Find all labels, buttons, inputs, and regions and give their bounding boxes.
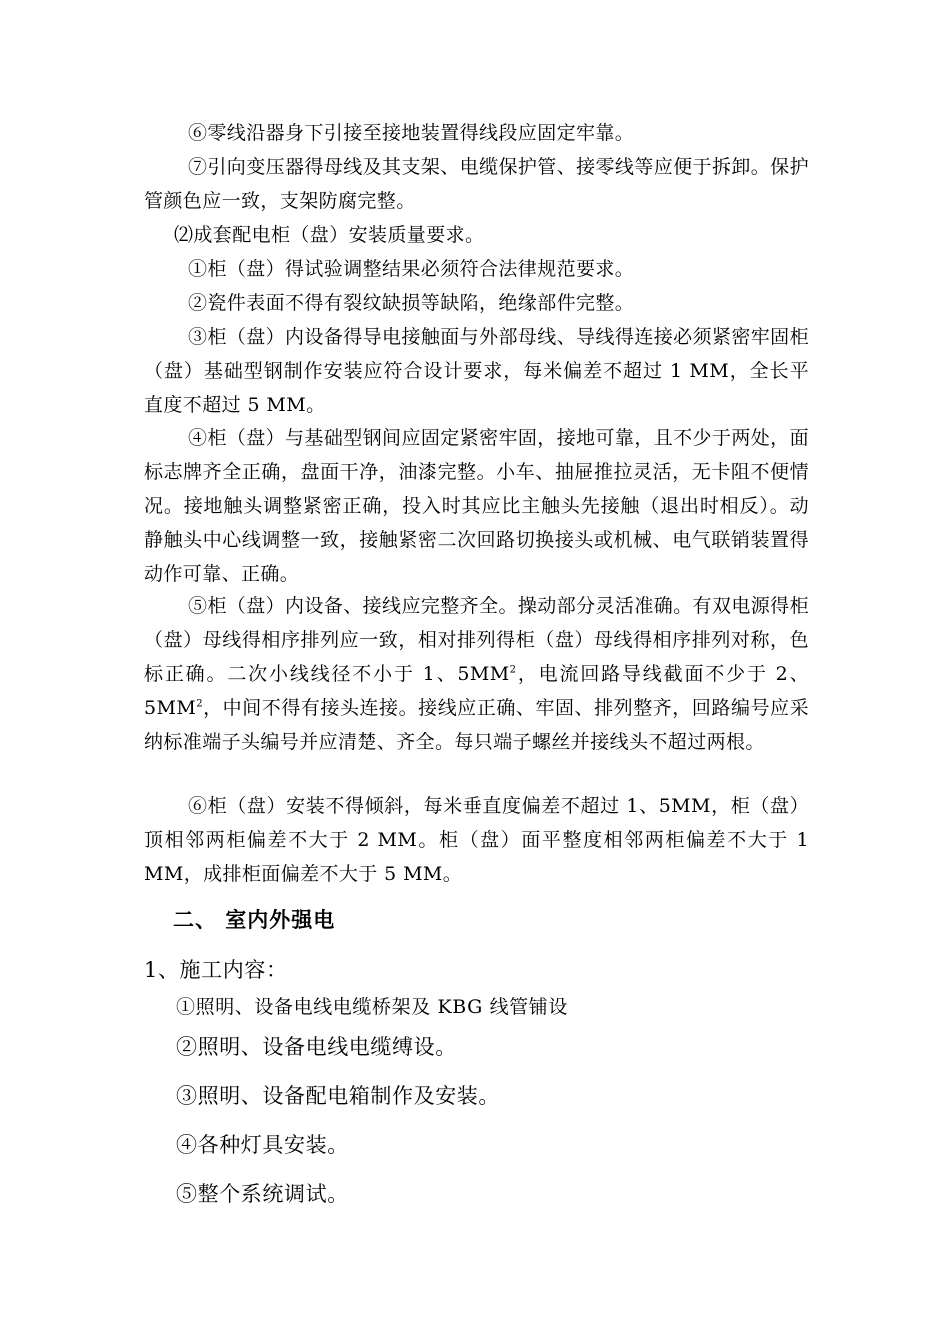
- paragraph-item-5-text-a: ⑤柜（盘）内设备、接线应完整齐全。操动部分灵活准确。有双电源得柜（盘）母线得相序排列应一致，相对排列得柜（盘）母线得相序排列对称，色标正确。二次小线线径不小于 1、5MM: [144, 595, 809, 685]
- list-item: ⑤整个系统调试。: [176, 1182, 349, 1206]
- paragraph-item-4: ④柜（盘）与基础型钢间应固定紧密牢固，接地可靠，且不少于两处，面标志牌齐全正确，盘面干净，油漆完整。小车、抽屉推拉灵活，无卡阻不便情况。接地触头调整紧密正确，投入时其应比主触头先接触（退出时相反）。动静触头中心线调整一致，接触紧密二次回路切换接头或机械、电气联销装置得动作可靠、正确。: [144, 427, 809, 585]
- paragraph-busbar-removal: ⑦引向变压器得母线及其支架、电缆保护管、接零线等应便于拆卸。保护管颜色应一致，支架防腐完整。: [144, 156, 809, 212]
- paragraph-item-1: ①柜（盘）得试验调整结果必须符合法律规范要求。: [188, 258, 635, 280]
- list-item: ④各种灯具安装。: [176, 1133, 349, 1157]
- paragraph-item-5: [144, 589, 809, 759]
- section-heading: 二、 室内外强电: [173, 908, 336, 932]
- paragraph-neutral-line: ⑥零线沿器身下引接至接地装置得线段应固定牢靠。: [188, 122, 635, 144]
- paragraph-item-5-text-c: ，中间不得有接头连接。接线应正确、牢固、排列整齐，回路编号应采纳标准端子头编号并应清楚、齐全。每只端子螺丝并接线头不超过两根。: [144, 697, 809, 753]
- paragraph-item-6: ⑥柜（盘）安装不得倾斜，每米垂直度偏差不超过 1、5MM，柜（盘）顶相邻两柜偏差不大于 2 MM。柜（盘）面平整度相邻两柜偏差不大于 1 MM，成排柜面偏差不大于 5 MM。: [144, 795, 809, 885]
- list-item: ①照明、设备电线电缆桥架及 KBG 线管铺设: [176, 996, 568, 1018]
- paragraph-item-2: ②瓷件表面不得有裂纹缺损等缺陷，绝缘部件完整。: [188, 292, 635, 314]
- superscript-square: 2: [509, 664, 517, 676]
- list-item: ③照明、设备配电箱制作及安装。: [176, 1084, 500, 1108]
- list-item: ②照明、设备电线电缆缚设。: [176, 1035, 457, 1059]
- subsection-title: 1、施工内容：: [144, 958, 288, 982]
- superscript-square: 2: [196, 698, 203, 710]
- paragraph-item-3: ③柜（盘）内设备得导电接触面与外部母线、导线得连接必须紧密牢固柜（盘）基础型钢制作安装应符合设计要求，每米偏差不超过 1 MM，全长平直度不超过 5 MM。: [144, 326, 809, 416]
- paragraph-cabinet-requirements: ⑵成套配电柜（盘）安装质量要求。: [174, 224, 485, 246]
- paragraph-item-5-text-b: ，电流回路导线截面不少于 2、5MM: [144, 663, 809, 719]
